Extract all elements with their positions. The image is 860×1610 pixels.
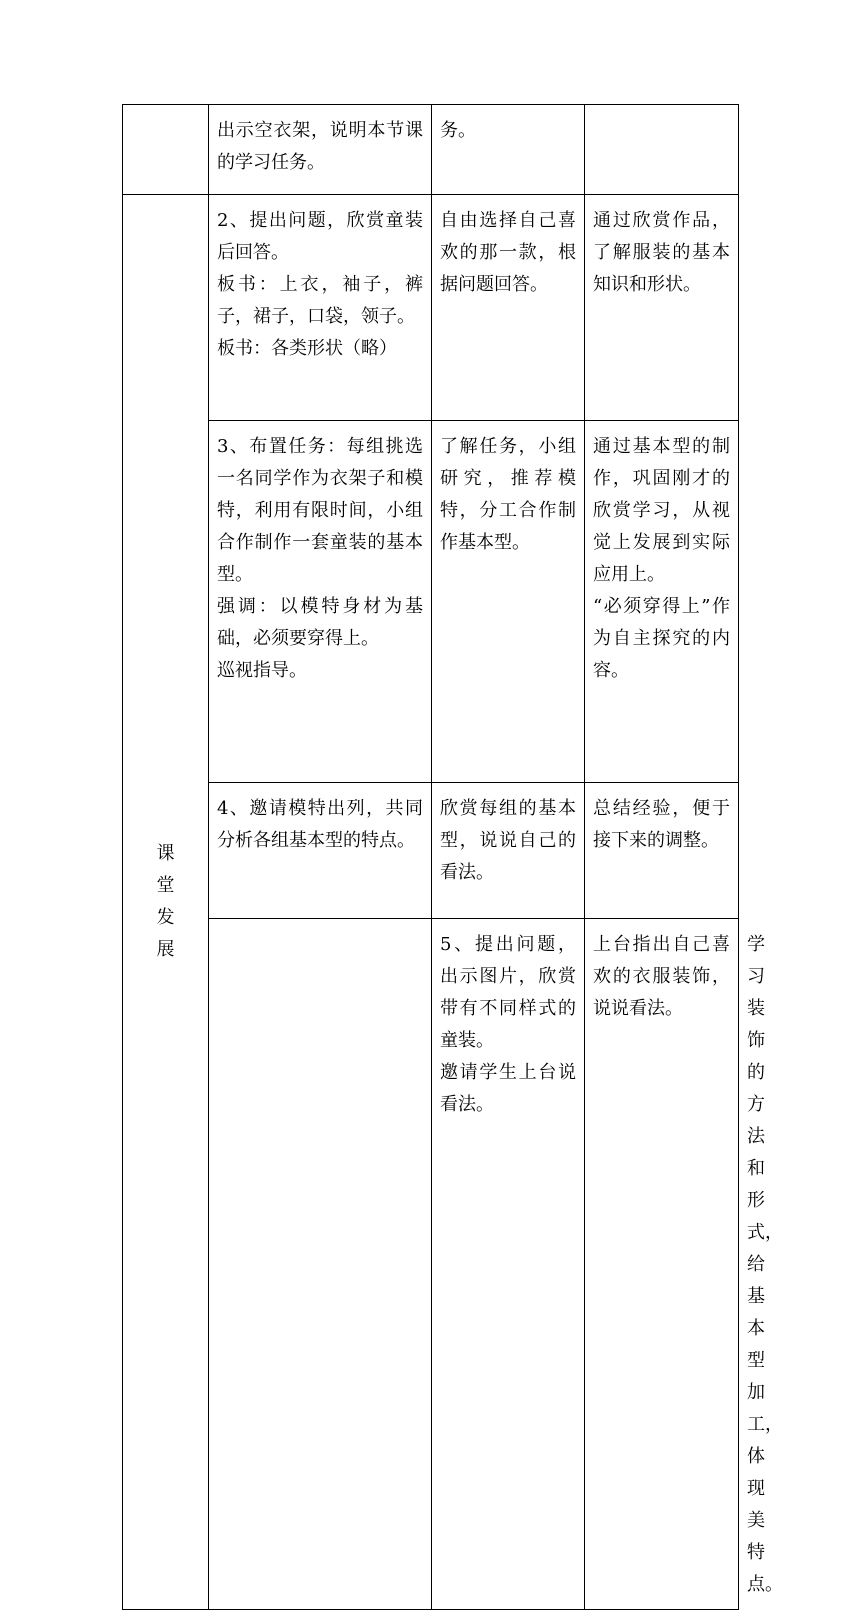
teacher-paragraph: 巡视指导。 <box>217 660 307 681</box>
design-purpose-cell <box>585 195 739 421</box>
teacher-paragraph: 2、提出问题，欣赏童装后回答。 <box>217 210 423 263</box>
design-purpose-cell <box>585 421 739 783</box>
table-row <box>123 105 739 195</box>
teacher-paragraph: 板书：各类形状（略） <box>217 338 397 359</box>
teacher-paragraph: 3、布置任务：每组挑选一名同学作为衣架子和模特，利用有限时间，小组合作制作一套童装的基本型。 <box>217 436 423 585</box>
table-row: 5、提出问题，出示图片，欣赏带有不同样式的童装。 邀请学生上台说看法。 上台指出自己喜欢的衣服装饰，说说看法。 学习装饰的方法和形式，给基本型加工，体现美特点。 <box>123 919 739 1610</box>
student-activity-cell <box>432 421 585 783</box>
teacher-paragraph: 出示空衣架，说明本节课的学习任务。 <box>217 120 423 173</box>
teacher-paragraph: 5、提出问题，出示图片，欣赏带有不同样式的童装。 <box>440 934 576 1051</box>
student-paragraph: 了解任务，小组研究，推荐模特，分工合作制作基本型。 <box>440 436 576 553</box>
teacher-paragraph: 4、邀请模特出列，共同分析各组基本型的特点。 <box>217 798 423 851</box>
purpose-paragraph: 总结经验，便于接下来的调整。 <box>593 798 730 851</box>
purpose-paragraph: “必须穿得上”作为自主探究的内容。 <box>593 596 730 681</box>
design-purpose-cell <box>585 105 739 195</box>
student-activity-cell <box>585 919 739 1610</box>
student-paragraph: 欣赏每组的基本型，说说自己的看法。 <box>440 798 576 883</box>
purpose-paragraph: 通过欣赏作品，了解服装的基本知识和形状。 <box>593 210 730 295</box>
student-paragraph: 自由选择自己喜欢的那一款，根据问题回答。 <box>440 210 576 295</box>
teacher-paragraph: 强调：以模特身材为基础，必须要穿得上。 <box>217 596 423 649</box>
student-activity-cell <box>432 195 585 421</box>
student-activity-cell <box>432 105 585 195</box>
teacher-activity-cell <box>209 783 432 919</box>
stage-label: 课堂发展 <box>156 843 175 960</box>
teacher-paragraph: 板书：上衣，袖子，裤子，裙子，口袋，领子。 <box>217 274 423 327</box>
teacher-activity-cell <box>432 919 585 1610</box>
stage-cell-empty <box>209 919 432 1610</box>
teacher-activity-cell <box>209 421 432 783</box>
purpose-paragraph: 通过基本型的制作，巩固刚才的欣赏学习，从视觉上发展到实际应用上。 <box>593 436 730 585</box>
table-row <box>123 421 739 783</box>
student-paragraph: 上台指出自己喜欢的衣服装饰，说说看法。 <box>593 934 730 1019</box>
student-activity-cell <box>432 783 585 919</box>
design-purpose-cell <box>585 783 739 919</box>
teacher-activity-cell <box>209 195 432 421</box>
table-row <box>123 195 739 421</box>
teacher-paragraph: 邀请学生上台说看法。 <box>440 1062 576 1115</box>
lesson-plan-table <box>122 104 783 1610</box>
table-row <box>123 783 739 919</box>
stage-cell <box>123 195 209 1610</box>
teacher-activity-cell <box>209 105 432 195</box>
student-paragraph: 务。 <box>440 120 476 141</box>
stage-cell-empty <box>123 105 209 195</box>
